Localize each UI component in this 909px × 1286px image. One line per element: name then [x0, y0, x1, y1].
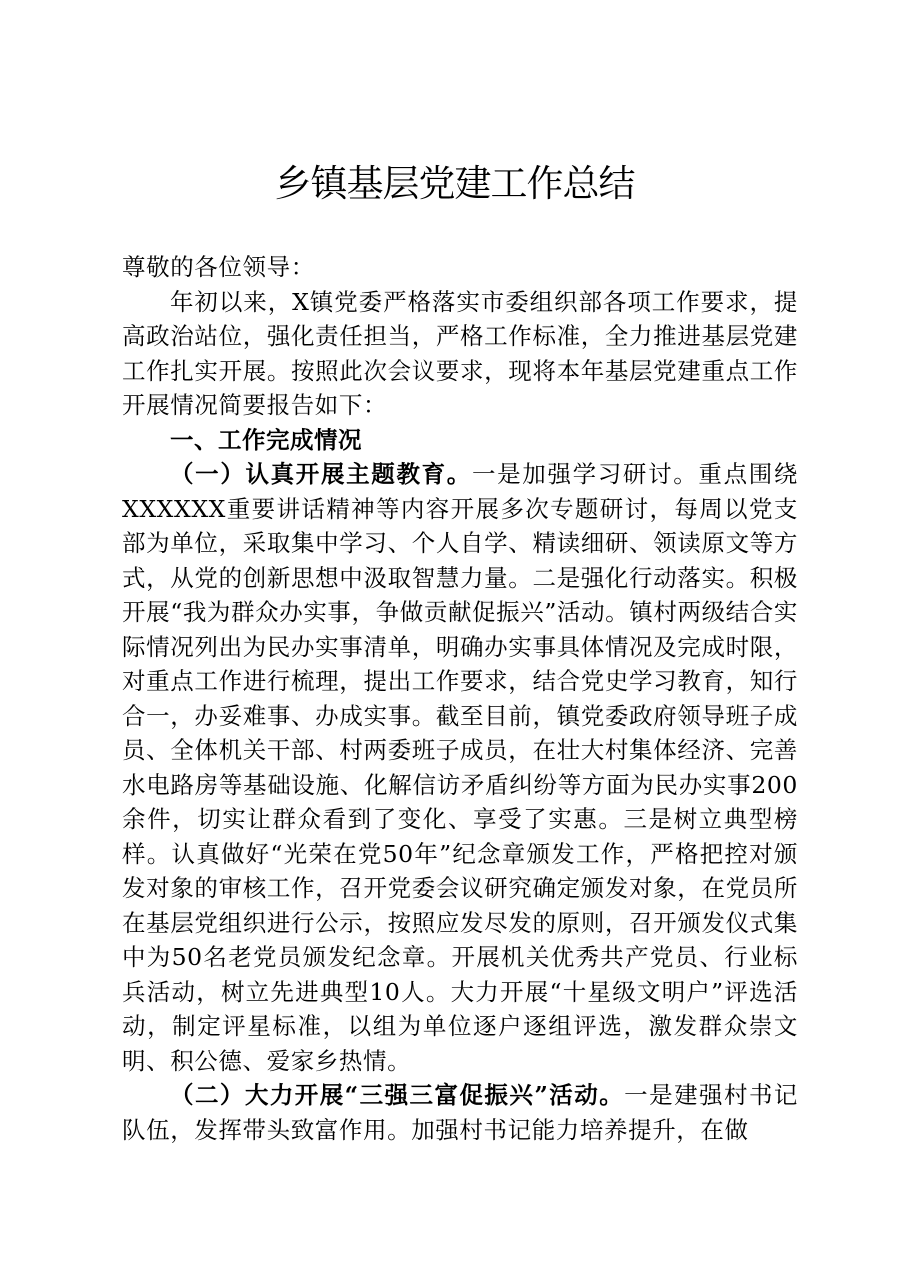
document-title: 乡镇基层党建工作总结 [274, 162, 635, 205]
intro-paragraph: 年初以来，X镇党委严格落实市委组织部各项工作要求，提高政治站位，强化责任担当，严格工作标准，全力推进基层党建工作扎实开展。按照此次会议要求，现将本年基层党建重点工作开展情况简要报告如下： [122, 287, 798, 419]
document-body [122, 250, 798, 1147]
item-2-lead: （二）大力开展“三强三富促振兴”活动。 [170, 1081, 625, 1109]
section-heading-1: 一、工作完成情况 [170, 425, 362, 454]
item-2-paragraph [122, 1078, 798, 1147]
item-1-lead: （一）认真开展主题教育。 [170, 460, 472, 488]
salutation: 尊敬的各位领导： [122, 253, 315, 281]
item-2-text: 一是建强村书记队伍，发挥带头致富作用。加强村书记能力培养提升，在做 [122, 1081, 798, 1144]
item-1-text: 一是加强学习研讨。重点围绕XXXXXX重要讲话精神等内容开展多次专题研讨，每周以党支部为单位，采取集中学习、个人自学、精读细研、领读原文等方式，从党的创新思想中汲取智慧力量。二是强化行动落实。积极开展“我为群众办实事，争做贡献促振兴”活动。镇村两级结合实际情况列出为民办实事清单，明确办实事具体情况及完成时限，对重点工作进行梳理，提出工作要求，结合党史学习教育，知行合一，办妥难事、办成实事。截至目前，镇党委政府领导班子成员、全体机关干部、村两委班子成员，在壮大村集体经济、完善水电路房等基础设施、化解信访矛盾纠纷等方面为民办实事200余件，切实让群众看到了变化、享受了实惠。三是树立典型榜样。认真做好“光荣在党50年”纪念章颁发工作，严格把控对颁发对象的审核工作，召开党委会议研究确定颁发对象，在党员所在基层党组织进行公示，按照应发尽发的原则，召开颁发仪式集中为50名老党员颁发纪念章。开展机关优秀共产党员、行业标兵活动，树立先进典型10人。大力开展“十星级文明户”评选活动，制定评星标准，以组为单位逐户逐组评选，激发群众崇文明、积公德、爱家乡热情。 [122, 460, 798, 1075]
item-1-paragraph [122, 457, 798, 1078]
